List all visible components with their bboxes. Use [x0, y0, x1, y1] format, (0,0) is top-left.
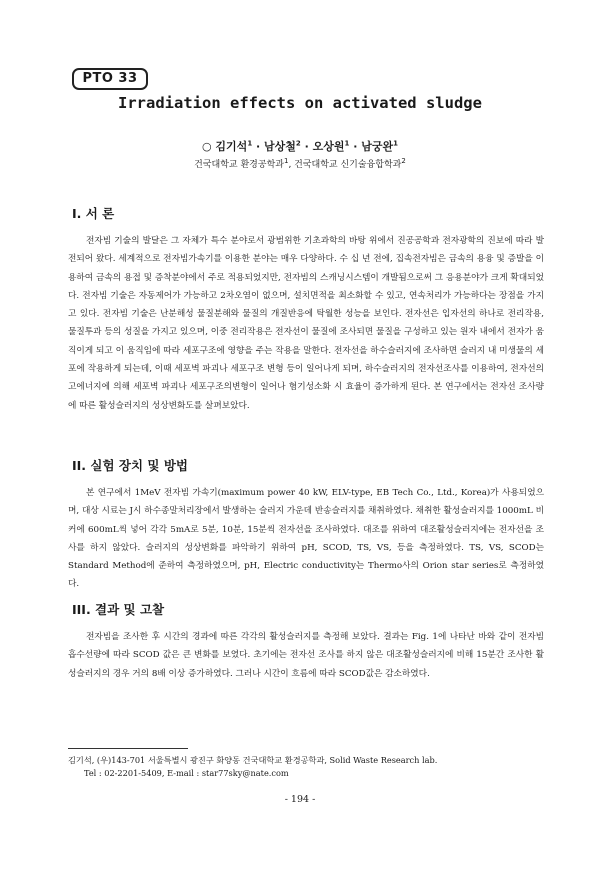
session-badge: PTO 33	[72, 68, 148, 90]
page-number: - 194 -	[284, 794, 316, 805]
footnote-address: 김기석, (우)143-701 서울특별시 광진구 화양동 건국대학교 환경공학과, Solid Waste Research lab.	[68, 755, 438, 765]
author-name: 남상철	[264, 140, 296, 153]
footnote-divider	[68, 748, 188, 749]
author-name: 김기석	[215, 140, 248, 153]
author-name: 남궁완	[361, 140, 394, 153]
introduction-paragraph: 전자빔 기술의 발달은 그 자체가 특수 분야로서 광범위한 기초과학의 바탕 위에서 진공공학과 전자광학의 진보에 따라 발전되어 왔다. 세계적으로 전자빔가속기를 이용한 분야는 매우 다양하다. 수 십 년 전에, 집속전자빔은 금속의 용융 및 증발을 이용하여 금속의 용접 및 증착분야에서 주로 적용되었지만, 전자빔의 스캐닝시스템이 개발됨으로써 그 응용분야가 크게 확대되었다. 전자빔 기술은 자동제어가 가능하고 2차오염이 없으며, 설치면적을 최소화할 수 있고, 연속처리가 가능하다는 장점을 가지고 있다. 전자빔 기술은 난분해성 물질분해와 물질의 개질반응에 탁월한 성능을 보인다. 전자선은 입자선의 하나로 전리작용, 물질투과 등의 성질을 가지고 있으며, 이중 전리작용은 전자선이 물질에 조사되면 물질을 구성하고 있는 원자 내에서 전자가 움직이게 되고 이 움직임에 따라 세포구조에 영향을 주는 작용을 말한다. 전자선을 하수슬러지에 조사하면 슬러지 내 미생물의 세포에 작용하게 되는데, 이때 세포벽 파괴나 세포구조 변형 등이 일어나게 되며, 하수슬러지의 전자선조사를 이용하여, 전자선의 고에너지에 의해 세포벽 파괴나 세포구조의변형이 일어나 혐기성소화 시 효율이 증가하게 된다. 본 연구에서는 전자선 조사량에 따른 활성슬러지의 성상변화도를 살펴보았다.	[68, 236, 544, 411]
results-paragraph: 전자빔을 조사한 후 시간의 경과에 따른 각각의 활성슬러지를 측정해 보았다. 결과는 Fig. 1에 나타난 바와 같이 전자빔 흡수선량에 따라 SCOD 값은 큰 변화를 보였다. 초기에는 전자선 조사를 하지 않은 대조활성슬러지에 비해 15분간 조사한 활성슬러지의 경우 거의 8배 이상 증가하였다. 그러나 시간이 흐름에 따라 SCOD값은 감소하였다.	[68, 632, 544, 679]
paper-title: Irradiation effects on activated sludge	[118, 94, 482, 112]
section-heading-methods: II. 실험 장치 및 방법	[72, 458, 188, 473]
footnote-contact: Tel : 02-2201-5409, E-mail : star77sky@nate.com	[84, 768, 289, 778]
affiliations: 건국대학교 환경공학과$^1$, 건국대학교 신기술융합학과$^2$	[194, 157, 406, 170]
section-heading-results: III. 결과 및 고찰	[72, 602, 165, 617]
author-list: ○ 김기석$^1$ · 남상철$^2$ · 오상원$^1$ · 남궁완$^1$	[201, 139, 399, 153]
author-name: 오상원	[312, 140, 345, 153]
section-heading-introduction: I. 서 론	[72, 206, 115, 221]
methods-paragraph: 본 연구에서 1MeV 전자빔 가속기(maximum power 40 kW, ELV-type, EB Tech Co., Ltd., Korea)가 사용되었으며, 대상 시료는 J시 하수종말처리장에서 발생하는 슬러지 가운데 반송슬러지를 채취하였다. 채취한 활성슬러지를 1000mL 비커에 600mL씩 넣어 각각 5mA로 5분, 10분, 15분씩 전자선을 조사하였다. 대조를 위하여 대조활성슬러지에는 전자선을 조사를 하지 않았다. 슬러지의 성상변화를 파악하기 위하여 pH, SCOD, TS, VS, 등을 측정하였다. TS, VS, SCOD는 Standard Method에 준하여 측정하였으며, pH, Electric conductivity는 Thermo사의 Orion star series로 측정하였다.	[68, 488, 544, 590]
